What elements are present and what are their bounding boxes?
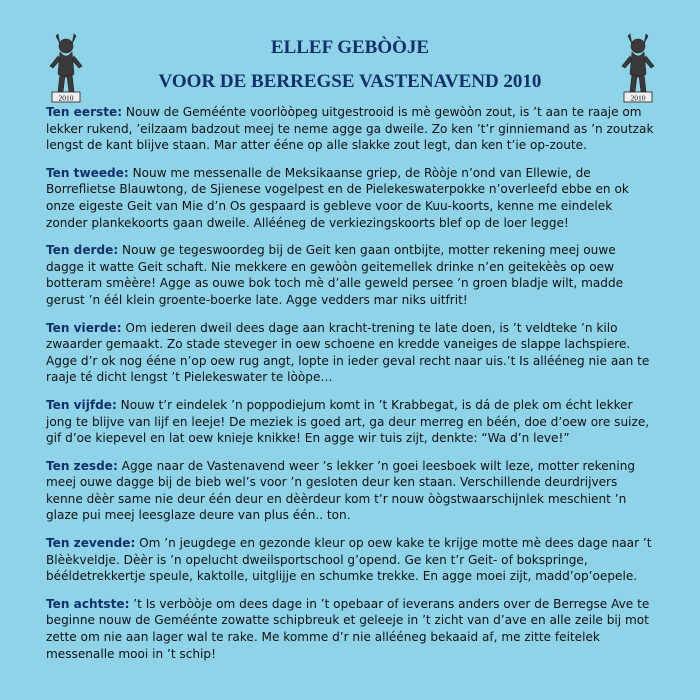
rule-1-text: Nouw de Geméénte voorlòòpeg uitgestrooid is mè gewòòn zout, is ’t aan te raaje om lekker rukend, ’eilzaam badzout meej te neme agge ga dweile. Zo ken ’t’r ginniemand as ’n zoutzak lengst de kant blijve staan. Mar atter ééne op alle slakke zout legt, dan ken t’ie op-zoute. — [46, 105, 654, 153]
rule-4-text: Om iederen dweil dees dage aan kracht-trening te late doen, is ’t veldteke ’n kilo zwaarder gemaakt. Zo stade steveger in oew schoene en kredde vaneiges de slappe lachspiere. Agge d’r ok nog ééne n’op oew rug angt, lopte in ieder geval recht naar uis.’t Is allééneg nie aan te raaje té dicht lengst ’t Pielekeswater te lòòpe… — [46, 320, 650, 385]
rule-8-label: Ten achtste: — [46, 596, 130, 611]
rule-3-label: Ten derde: — [46, 243, 119, 258]
rule-6 — [46, 458, 654, 524]
rule-2-text: Nouw me messenalle de Meksikaanse griep, de Ròòje n’ond van Ellewie, de Borreflietse Blauwtong, de Sjienese vogelpest en de Pielekeswaterpokke n’overleefd ebbe en ok onze eigeste Geit van Mie d’n Os gespaard is gebleve voor de Kuu-koorts, kenne me eindelek zonder plankekoorts gaan dweile. Allééneg de verkiezingskoorts blef op de loer legge! — [46, 165, 629, 230]
rules-list — [46, 104, 654, 673]
rule-1-label: Ten eerste: — [46, 105, 123, 119]
rule-1 — [46, 104, 654, 154]
title-line-2: VOOR DE BERREGSE VASTENAVEND 2010 — [158, 71, 542, 92]
rule-6-label: Ten zesde: — [46, 458, 118, 473]
rule-5-text: Nouw t’r eindelek ’n poppodiejum komt in ’t Krabbegat, is dá de plek om écht lekker jong te blijve van lijf en leeje! De meziek is goed art, ga deur merreg en béén, doe d’oew ore suize, gif d’oe kiepevel en lat oew knieje knikke! En agge wir tuis zijt, denkte: “Wa d’n leve!” — [46, 397, 650, 446]
rule-3-text: Nouw ge tegeswoordeg bij de Geit ken gaan ontbijte, motter rekening meej ouwe dagge it watte Geit schaft. Nie mekkere en gewòòn geitemellek drinke n’en geitekèès op oew botteram smèère! Agge as ouwe bok toch mè d’alle geweld persee ’n groen bladje wilt, madde gerust ’n éél klein groente-boerke late. Agge vedders mar niks uitfrit! — [46, 243, 624, 307]
rule-7 — [46, 535, 654, 585]
rule-6-text: Agge naar de Vastenavend weer ’s lekker ’n goei leesboek wilt leze, motter rekening meej ouwe dagge bij de bieb wel’s voor ’n gesloten deur ken staan. Verschillende deurdrijvers kenne dèèr same nie deur één deur en dèèrdeur kom t’r nouw òògstwaarschijnlek meschient ’n glaze pui meej leesglaze deure van plus één.. ton. — [46, 458, 636, 523]
carnival-goat-mascot-right — [618, 30, 658, 106]
rule-4-label: Ten vierde: — [46, 320, 122, 335]
rule-7-text: Om ’n jeugdege en gezonde kleur op oew kake te krijge motte mè dees dage naar ’t Blèèkveldje. Dèèr is ’n opelucht dweilsportschool g’opend. Ge ken t’r Geit- of bokspringe, bééldetrekkertje speule, kaktolle, uitglijje en schumke trekke. En agge moei zijt, madd’op’oepele. — [46, 536, 652, 584]
carnival-goat-mascot-left — [46, 30, 86, 106]
mascot-year-label-left: 2010 — [58, 93, 74, 103]
rule-8-text: ’t Is verbòòje om dees dage in ’t opebaar of ieverans anders over de Berregse Ave te beginne nouw de Geméénte zowatte schipbreuk et geleeje in ’t zicht van d’ave en alle zeile bij mot zette om nie aan lager wal te rake. Me komme d’r nie allééneg bekaaid af, me zitte feitelek messenalle mooi in ’t schip! — [46, 596, 650, 661]
rule-8 — [46, 596, 654, 662]
rule-5 — [46, 397, 654, 447]
rule-7-label: Ten zevende: — [46, 536, 136, 551]
title-line-1: ELLEF GEBÒÒJE — [270, 37, 430, 58]
rule-5-label: Ten vijfde: — [46, 397, 117, 412]
rule-2-label: Ten tweede: — [46, 165, 129, 180]
rule-4 — [46, 320, 654, 386]
rule-2 — [46, 165, 654, 231]
rule-3 — [46, 242, 654, 308]
document-header — [100, 36, 600, 94]
mascot-year-label-right: 2010 — [630, 93, 646, 103]
